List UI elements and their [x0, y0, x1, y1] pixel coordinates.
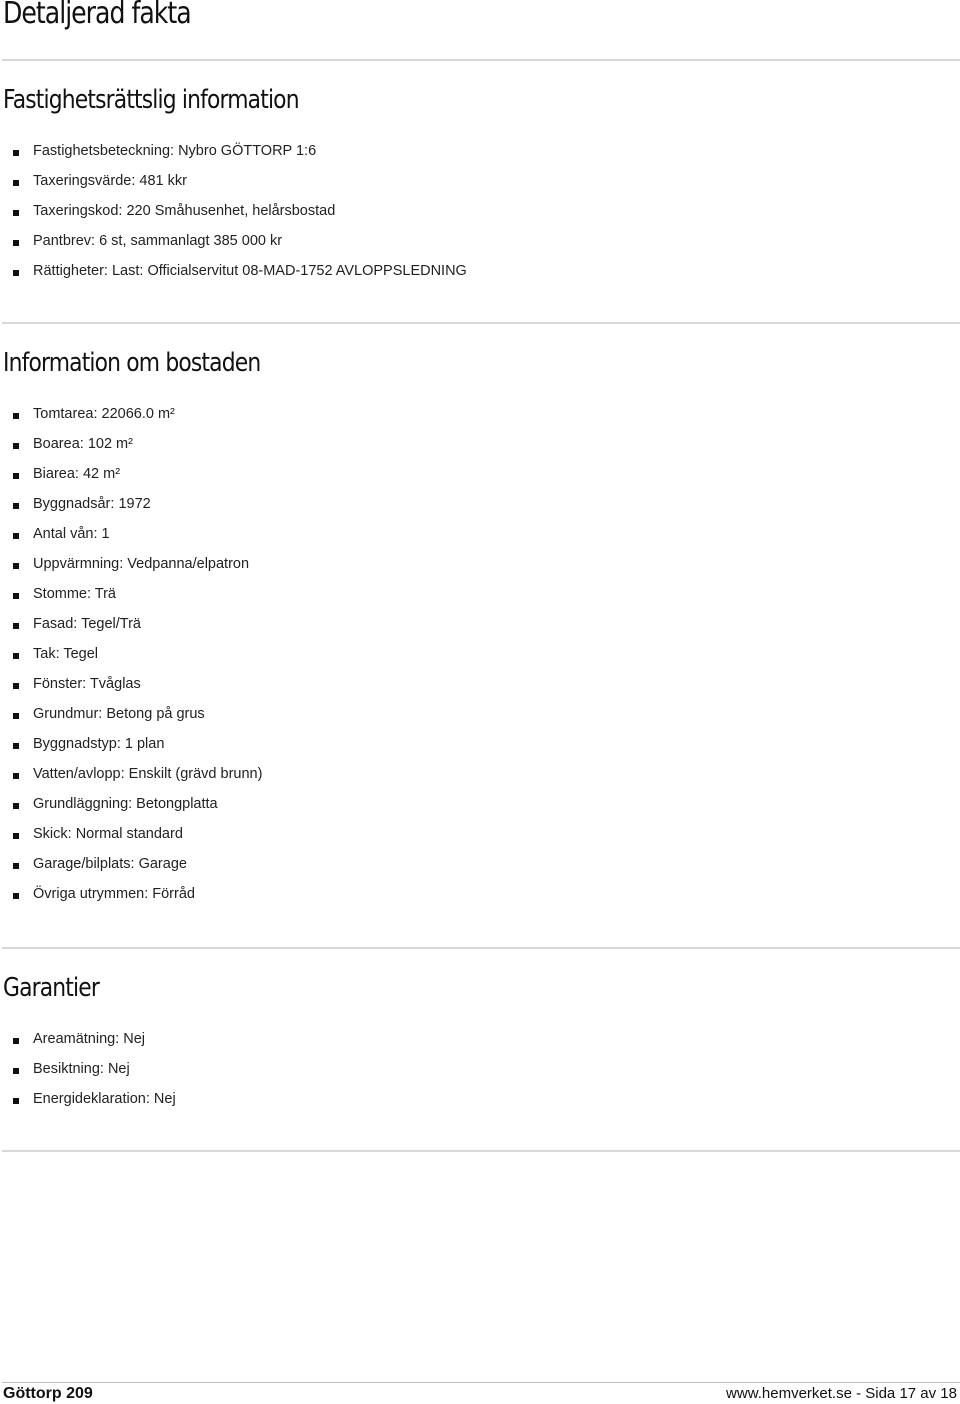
- square-bullet-icon: [13, 833, 19, 839]
- square-bullet-icon: [13, 563, 19, 569]
- square-bullet-icon: [13, 893, 19, 899]
- list-item: [0, 1054, 176, 1084]
- list-item: [0, 136, 467, 166]
- list-item: [0, 789, 262, 819]
- section-heading-garantier: Garantier: [3, 973, 100, 1003]
- square-bullet-icon: [13, 803, 19, 809]
- list-item: [0, 1024, 176, 1054]
- square-bullet-icon: [13, 1068, 19, 1074]
- section-heading-bostaden: Information om bostaden: [3, 348, 261, 378]
- fact-text: Tak: Tegel: [33, 646, 99, 662]
- square-bullet-icon: [13, 473, 19, 479]
- list-item: [0, 459, 262, 489]
- fact-text: Besiktning: Nej: [33, 1061, 130, 1077]
- list-item: [0, 819, 262, 849]
- list-item: [0, 489, 262, 519]
- fact-text: Uppvärmning: Vedpanna/elpatron: [33, 556, 250, 572]
- fact-text: Fastighetsbeteckning: Nybro GÖTTORP 1:6: [33, 143, 317, 159]
- fact-text: Boarea: 102 m²: [33, 436, 133, 452]
- list-item: [0, 639, 262, 669]
- section-divider: [2, 947, 960, 949]
- fact-text: Taxeringsvärde: 481 kkr: [33, 173, 187, 189]
- fact-text: Övriga utrymmen: Förråd: [33, 886, 195, 902]
- fact-text: Tomtarea: 22066.0 m²: [33, 406, 175, 422]
- list-item: [0, 429, 262, 459]
- fact-list-fastighetsrattslig: [0, 136, 467, 286]
- fact-text: Areamätning: Nej: [33, 1031, 146, 1047]
- list-item: [0, 256, 467, 286]
- list-item: [0, 399, 262, 429]
- footer-divider: [2, 1382, 960, 1383]
- fact-text: Grundläggning: Betongplatta: [33, 796, 218, 812]
- list-item: [0, 196, 467, 226]
- square-bullet-icon: [13, 180, 19, 186]
- fact-list-bostaden: [0, 399, 262, 909]
- square-bullet-icon: [13, 240, 19, 246]
- square-bullet-icon: [13, 533, 19, 539]
- square-bullet-icon: [13, 863, 19, 869]
- list-item: [0, 849, 262, 879]
- fact-text: Antal vån: 1: [33, 526, 110, 542]
- list-item: [0, 729, 262, 759]
- fact-text: Grundmur: Betong på grus: [33, 706, 205, 722]
- fact-text: Rättigheter: Last: Officialservitut 08-MAD-1752 AVLOPPSLEDNING: [33, 263, 467, 279]
- square-bullet-icon: [13, 210, 19, 216]
- list-item: [0, 579, 262, 609]
- fact-text: Stomme: Trä: [33, 586, 116, 602]
- fact-text: Pantbrev: 6 st, sammanlagt 385 000 kr: [33, 233, 283, 249]
- section-heading-fastighetsrattslig: Fastighetsrättslig information: [3, 85, 299, 115]
- square-bullet-icon: [13, 773, 19, 779]
- section-divider: [2, 322, 960, 324]
- square-bullet-icon: [13, 413, 19, 419]
- fact-text: Byggnadstyp: 1 plan: [33, 736, 165, 752]
- square-bullet-icon: [13, 743, 19, 749]
- square-bullet-icon: [13, 1098, 19, 1104]
- list-item: [0, 166, 467, 196]
- list-item: [0, 609, 262, 639]
- square-bullet-icon: [13, 683, 19, 689]
- fact-text: Fasad: Tegel/Trä: [33, 616, 141, 632]
- fact-text: Biarea: 42 m²: [33, 466, 121, 482]
- fact-text: Skick: Normal standard: [33, 826, 183, 842]
- square-bullet-icon: [13, 713, 19, 719]
- square-bullet-icon: [13, 593, 19, 599]
- section-divider: [2, 1150, 960, 1152]
- fact-text: Garage/bilplats: Garage: [33, 856, 187, 872]
- list-item: [0, 699, 262, 729]
- fact-list-garantier: [0, 1024, 176, 1114]
- list-item: [0, 879, 262, 909]
- fact-text: Fönster: Tvåglas: [33, 676, 141, 692]
- square-bullet-icon: [13, 653, 19, 659]
- square-bullet-icon: [13, 503, 19, 509]
- footer-page-info: www.hemverket.se - Sida 17 av 18: [726, 1385, 957, 1402]
- fact-text: Taxeringskod: 220 Småhusenhet, helårsbostad: [33, 203, 336, 219]
- section-divider: [2, 59, 960, 61]
- list-item: [0, 669, 262, 699]
- fact-text: Vatten/avlopp: Enskilt (grävd brunn): [33, 766, 263, 782]
- fact-text: Byggnadsår: 1972: [33, 496, 151, 512]
- square-bullet-icon: [13, 150, 19, 156]
- footer-property-name: Göttorp 209: [3, 1385, 93, 1402]
- square-bullet-icon: [13, 1038, 19, 1044]
- list-item: [0, 1084, 176, 1114]
- page-title: Detaljerad fakta: [3, 0, 191, 31]
- square-bullet-icon: [13, 270, 19, 276]
- list-item: [0, 226, 467, 256]
- fact-text: Energideklaration: Nej: [33, 1091, 176, 1107]
- list-item: [0, 519, 262, 549]
- square-bullet-icon: [13, 443, 19, 449]
- square-bullet-icon: [13, 623, 19, 629]
- list-item: [0, 549, 262, 579]
- list-item: [0, 759, 262, 789]
